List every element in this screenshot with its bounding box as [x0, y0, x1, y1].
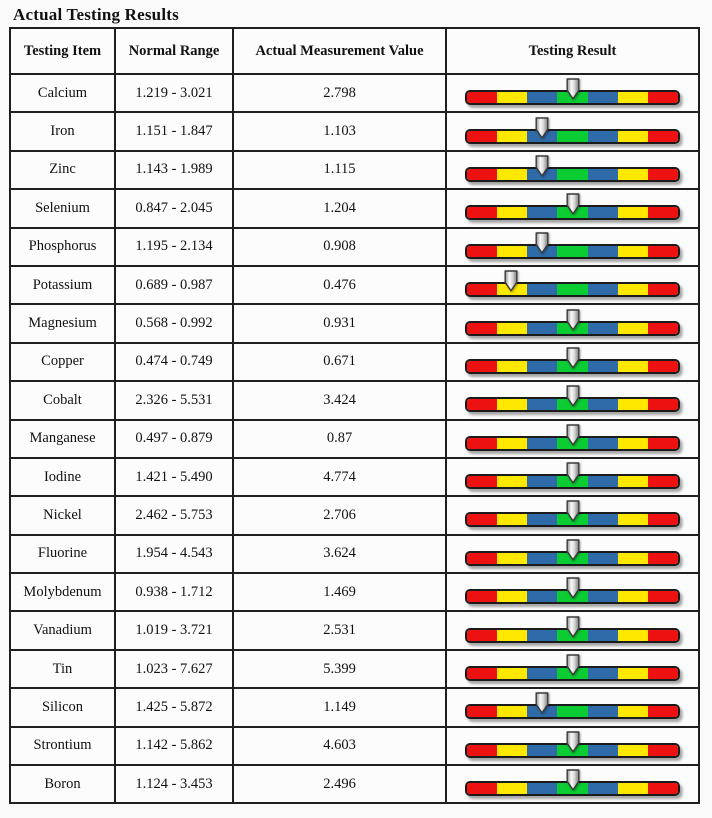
testing-item-cell: Nickel — [10, 496, 115, 534]
testing-item-cell: Silicon — [10, 688, 115, 726]
bar-segment-yellow — [618, 553, 648, 564]
bar-segment-yellow — [618, 131, 648, 142]
column-header-testing-result: Testing Result — [446, 28, 699, 74]
result-bar — [465, 551, 680, 566]
bar-segment-green — [557, 706, 587, 717]
bar-segment-blue — [588, 514, 618, 525]
bar-segment-blue — [588, 668, 618, 679]
result-arrow-icon — [566, 539, 580, 561]
column-header-testing-item: Testing Item — [10, 28, 115, 74]
result-bar-track — [465, 129, 680, 144]
testing-item-cell: Calcium — [10, 74, 115, 112]
result-bar — [465, 359, 680, 374]
measurement-value-cell: 3.424 — [233, 381, 446, 419]
result-bar — [465, 436, 680, 451]
bar-segment-yellow — [618, 246, 648, 257]
bar-segment-red — [648, 514, 678, 525]
bar-segment-red — [648, 207, 678, 218]
measurement-value-cell: 2.531 — [233, 611, 446, 649]
bar-segment-yellow — [618, 783, 648, 794]
result-arrow-icon — [566, 462, 580, 484]
bar-segment-yellow — [497, 323, 527, 334]
result-bar — [465, 628, 680, 643]
bar-segment-yellow — [497, 207, 527, 218]
bar-segment-blue — [588, 783, 618, 794]
measurement-value-cell: 2.798 — [233, 74, 446, 112]
testing-item-cell: Potassium — [10, 266, 115, 304]
results-table — [9, 27, 700, 804]
bar-segment-red — [648, 323, 678, 334]
testing-result-cell — [446, 189, 699, 227]
bar-segment-blue — [527, 476, 557, 487]
table-row — [10, 304, 699, 342]
testing-result-cell — [446, 611, 699, 649]
bar-segment-blue — [527, 361, 557, 372]
bar-segment-blue — [588, 630, 618, 641]
result-bar — [465, 129, 680, 144]
table-row — [10, 727, 699, 765]
bar-segment-red — [467, 399, 497, 410]
bar-segment-blue — [588, 169, 618, 180]
table-row — [10, 458, 699, 496]
measurement-value-cell: 2.706 — [233, 496, 446, 534]
bar-segment-red — [648, 169, 678, 180]
result-arrow-icon — [566, 347, 580, 369]
normal-range-cell: 0.497 - 0.879 — [115, 420, 233, 458]
bar-segment-red — [467, 591, 497, 602]
header-row — [10, 28, 699, 74]
bar-segment-red — [648, 630, 678, 641]
result-bar — [465, 167, 680, 182]
bar-segment-red — [467, 514, 497, 525]
bar-segment-red — [467, 323, 497, 334]
testing-result-cell — [446, 266, 699, 304]
testing-item-cell: Tin — [10, 650, 115, 688]
result-bar — [465, 589, 680, 604]
testing-result-cell — [446, 573, 699, 611]
result-arrow-icon — [535, 232, 549, 254]
bar-segment-yellow — [618, 323, 648, 334]
testing-item-cell: Cobalt — [10, 381, 115, 419]
normal-range-cell: 2.462 - 5.753 — [115, 496, 233, 534]
result-arrow-icon — [566, 78, 580, 100]
bar-segment-red — [467, 207, 497, 218]
testing-result-cell — [446, 535, 699, 573]
bar-segment-blue — [527, 668, 557, 679]
measurement-value-cell: 1.469 — [233, 573, 446, 611]
bar-segment-red — [467, 706, 497, 717]
result-arrow-icon — [504, 270, 518, 292]
measurement-value-cell: 4.774 — [233, 458, 446, 496]
bar-segment-blue — [527, 591, 557, 602]
bar-segment-red — [648, 438, 678, 449]
result-bar — [465, 244, 680, 259]
bar-segment-red — [648, 745, 678, 756]
bar-segment-yellow — [497, 399, 527, 410]
bar-segment-blue — [527, 284, 557, 295]
normal-range-cell: 1.954 - 4.543 — [115, 535, 233, 573]
normal-range-cell: 0.568 - 0.992 — [115, 304, 233, 342]
normal-range-cell: 1.219 - 3.021 — [115, 74, 233, 112]
testing-result-cell — [446, 688, 699, 726]
testing-result-cell — [446, 74, 699, 112]
measurement-value-cell: 1.204 — [233, 189, 446, 227]
normal-range-cell: 1.142 - 5.862 — [115, 727, 233, 765]
table-row — [10, 611, 699, 649]
bar-segment-green — [557, 284, 587, 295]
bar-segment-red — [648, 476, 678, 487]
result-arrow-icon — [535, 117, 549, 139]
bar-segment-blue — [527, 630, 557, 641]
bar-segment-blue — [527, 323, 557, 334]
normal-range-cell: 0.474 - 0.749 — [115, 343, 233, 381]
result-arrow-icon — [566, 731, 580, 753]
table-row — [10, 688, 699, 726]
testing-item-cell: Fluorine — [10, 535, 115, 573]
bar-segment-yellow — [497, 92, 527, 103]
bar-segment-yellow — [497, 630, 527, 641]
normal-range-cell: 2.326 - 5.531 — [115, 381, 233, 419]
measurement-value-cell: 1.103 — [233, 112, 446, 150]
measurement-value-cell: 0.931 — [233, 304, 446, 342]
table-row — [10, 343, 699, 381]
bar-segment-red — [467, 169, 497, 180]
testing-item-cell: Iodine — [10, 458, 115, 496]
bar-segment-yellow — [618, 207, 648, 218]
bar-segment-blue — [527, 745, 557, 756]
result-arrow-icon — [566, 769, 580, 791]
normal-range-cell: 1.019 - 3.721 — [115, 611, 233, 649]
result-arrow-icon — [566, 654, 580, 676]
testing-result-cell — [446, 304, 699, 342]
table-row — [10, 228, 699, 266]
measurement-value-cell: 5.399 — [233, 650, 446, 688]
bar-segment-blue — [527, 783, 557, 794]
bar-segment-blue — [588, 553, 618, 564]
bar-segment-red — [648, 246, 678, 257]
page-title: Actual Testing Results — [13, 5, 179, 24]
result-arrow-icon — [566, 500, 580, 522]
testing-item-cell: Manganese — [10, 420, 115, 458]
bar-segment-yellow — [497, 438, 527, 449]
table-row — [10, 765, 699, 803]
testing-item-cell: Zinc — [10, 151, 115, 189]
bar-segment-yellow — [497, 246, 527, 257]
result-bar — [465, 781, 680, 796]
testing-item-cell: Magnesium — [10, 304, 115, 342]
bar-segment-yellow — [497, 591, 527, 602]
bar-segment-red — [467, 783, 497, 794]
table-row — [10, 381, 699, 419]
bar-segment-blue — [588, 361, 618, 372]
bar-segment-red — [648, 668, 678, 679]
bar-segment-red — [467, 131, 497, 142]
bar-segment-yellow — [497, 131, 527, 142]
measurement-value-cell: 1.149 — [233, 688, 446, 726]
result-arrow-icon — [566, 385, 580, 407]
bar-segment-yellow — [618, 591, 648, 602]
bar-segment-yellow — [618, 630, 648, 641]
table-row — [10, 496, 699, 534]
bar-segment-yellow — [618, 92, 648, 103]
bar-segment-red — [648, 361, 678, 372]
bar-segment-yellow — [618, 284, 648, 295]
normal-range-cell: 0.938 - 1.712 — [115, 573, 233, 611]
bar-segment-blue — [588, 284, 618, 295]
bar-segment-blue — [527, 399, 557, 410]
bar-segment-blue — [588, 706, 618, 717]
testing-item-cell: Boron — [10, 765, 115, 803]
testing-item-cell: Molybdenum — [10, 573, 115, 611]
result-bar — [465, 704, 680, 719]
bar-segment-blue — [588, 591, 618, 602]
measurement-value-cell: 1.115 — [233, 151, 446, 189]
result-bar — [465, 205, 680, 220]
measurement-value-cell: 3.624 — [233, 535, 446, 573]
bar-segment-yellow — [497, 706, 527, 717]
testing-result-cell — [446, 765, 699, 803]
result-bar — [465, 282, 680, 297]
testing-result-cell — [446, 381, 699, 419]
bar-segment-blue — [588, 207, 618, 218]
testing-result-cell — [446, 650, 699, 688]
result-arrow-icon — [566, 193, 580, 215]
bar-segment-yellow — [618, 438, 648, 449]
testing-item-cell: Strontium — [10, 727, 115, 765]
bar-segment-yellow — [497, 361, 527, 372]
bar-segment-yellow — [497, 553, 527, 564]
result-arrow-icon — [566, 616, 580, 638]
bar-segment-red — [467, 438, 497, 449]
bar-segment-blue — [588, 745, 618, 756]
result-bar-track — [465, 244, 680, 259]
normal-range-cell: 1.151 - 1.847 — [115, 112, 233, 150]
column-header-measurement-value: Actual Measurement Value — [233, 28, 446, 74]
bar-segment-yellow — [618, 668, 648, 679]
result-arrow-icon — [566, 309, 580, 331]
bar-segment-yellow — [618, 706, 648, 717]
testing-result-cell — [446, 727, 699, 765]
table-row — [10, 650, 699, 688]
bar-segment-yellow — [497, 668, 527, 679]
bar-segment-blue — [527, 438, 557, 449]
measurement-value-cell: 0.908 — [233, 228, 446, 266]
bar-segment-yellow — [618, 399, 648, 410]
table-row — [10, 112, 699, 150]
bar-segment-yellow — [618, 169, 648, 180]
result-bar — [465, 666, 680, 681]
table-row — [10, 535, 699, 573]
normal-range-cell: 1.124 - 3.453 — [115, 765, 233, 803]
bar-segment-red — [467, 630, 497, 641]
normal-range-cell: 0.689 - 0.987 — [115, 266, 233, 304]
bar-segment-red — [648, 284, 678, 295]
normal-range-cell: 1.195 - 2.134 — [115, 228, 233, 266]
bar-segment-red — [648, 706, 678, 717]
normal-range-cell: 1.421 - 5.490 — [115, 458, 233, 496]
measurement-value-cell: 2.496 — [233, 765, 446, 803]
bar-segment-blue — [588, 399, 618, 410]
result-bar — [465, 90, 680, 105]
testing-result-cell — [446, 458, 699, 496]
result-bar-track — [465, 704, 680, 719]
measurement-value-cell: 0.476 — [233, 266, 446, 304]
measurement-value-cell: 0.671 — [233, 343, 446, 381]
bar-segment-red — [648, 399, 678, 410]
table-row — [10, 189, 699, 227]
result-bar — [465, 397, 680, 412]
result-arrow-icon — [535, 692, 549, 714]
testing-item-cell: Phosphorus — [10, 228, 115, 266]
bar-segment-red — [648, 553, 678, 564]
bar-segment-red — [467, 668, 497, 679]
bar-segment-blue — [588, 438, 618, 449]
normal-range-cell: 1.023 - 7.627 — [115, 650, 233, 688]
bar-segment-red — [467, 361, 497, 372]
bar-segment-blue — [527, 92, 557, 103]
bar-segment-blue — [588, 131, 618, 142]
bar-segment-yellow — [497, 476, 527, 487]
bar-segment-blue — [588, 323, 618, 334]
testing-result-cell — [446, 343, 699, 381]
result-bar — [465, 321, 680, 336]
bar-segment-yellow — [497, 169, 527, 180]
bar-segment-blue — [588, 476, 618, 487]
bar-segment-red — [467, 476, 497, 487]
bar-segment-yellow — [618, 514, 648, 525]
bar-segment-red — [648, 92, 678, 103]
measurement-value-cell: 4.603 — [233, 727, 446, 765]
bar-segment-red — [648, 131, 678, 142]
normal-range-cell: 0.847 - 2.045 — [115, 189, 233, 227]
testing-result-cell — [446, 151, 699, 189]
bar-segment-blue — [527, 553, 557, 564]
table-row — [10, 420, 699, 458]
bar-segment-yellow — [618, 476, 648, 487]
bar-segment-blue — [588, 246, 618, 257]
testing-result-cell — [446, 228, 699, 266]
bar-segment-red — [648, 591, 678, 602]
bar-segment-yellow — [497, 514, 527, 525]
measurement-value-cell: 0.87 — [233, 420, 446, 458]
result-bar — [465, 474, 680, 489]
bar-segment-green — [557, 131, 587, 142]
bar-segment-red — [467, 745, 497, 756]
normal-range-cell: 1.425 - 5.872 — [115, 688, 233, 726]
bar-segment-green — [557, 246, 587, 257]
table-body — [10, 74, 699, 803]
result-arrow-icon — [566, 424, 580, 446]
testing-item-cell: Selenium — [10, 189, 115, 227]
column-header-normal-range: Normal Range — [115, 28, 233, 74]
bar-segment-yellow — [497, 745, 527, 756]
bar-segment-red — [467, 284, 497, 295]
table-row — [10, 266, 699, 304]
bar-segment-red — [467, 553, 497, 564]
bar-segment-red — [467, 92, 497, 103]
table-row — [10, 573, 699, 611]
result-arrow-icon — [535, 155, 549, 177]
bar-segment-yellow — [618, 745, 648, 756]
result-bar — [465, 743, 680, 758]
table-row — [10, 151, 699, 189]
normal-range-cell: 1.143 - 1.989 — [115, 151, 233, 189]
bar-segment-yellow — [618, 361, 648, 372]
result-bar — [465, 512, 680, 527]
testing-result-cell — [446, 112, 699, 150]
result-arrow-icon — [566, 577, 580, 599]
table-row — [10, 74, 699, 112]
bar-segment-blue — [588, 92, 618, 103]
testing-item-cell: Iron — [10, 112, 115, 150]
testing-result-cell — [446, 496, 699, 534]
bar-segment-blue — [527, 207, 557, 218]
bar-segment-blue — [527, 514, 557, 525]
bar-segment-yellow — [497, 783, 527, 794]
result-bar-track — [465, 167, 680, 182]
testing-result-cell — [446, 420, 699, 458]
bar-segment-green — [557, 169, 587, 180]
testing-item-cell: Copper — [10, 343, 115, 381]
testing-item-cell: Vanadium — [10, 611, 115, 649]
bar-segment-red — [467, 246, 497, 257]
bar-segment-red — [648, 783, 678, 794]
result-bar-track — [465, 282, 680, 297]
